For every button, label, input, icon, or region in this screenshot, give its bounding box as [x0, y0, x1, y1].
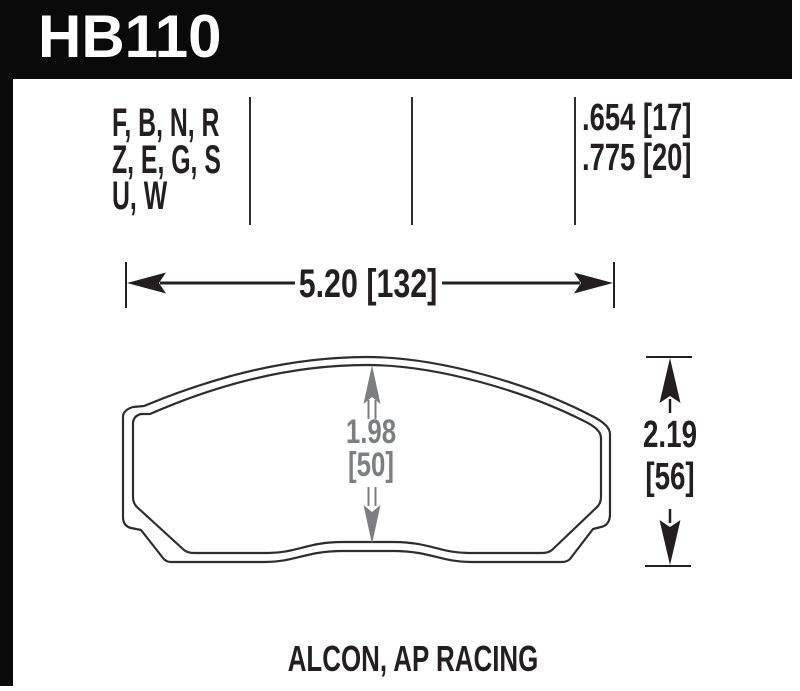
pad-thickness-value-1: .654 [17]	[582, 97, 692, 139]
height-dimension-mm: [56]	[645, 456, 695, 498]
friction-dim-down-arrowhead	[364, 505, 381, 544]
part-number: HB110	[38, 3, 222, 70]
pad-thickness-value-2: .775 [20]	[582, 137, 692, 179]
height-dim-up-arrowhead	[660, 358, 681, 403]
height-dimension-inches: 2.19	[643, 414, 697, 456]
friction-dim-up-arrowhead	[364, 365, 381, 404]
compound-codes-line-2: Z, E, G, S	[112, 137, 221, 182]
friction-height-mm: [50]	[348, 446, 394, 484]
applications-label: ALCON, AP RACING	[287, 638, 539, 679]
height-dim-down-arrowhead	[660, 520, 681, 565]
height-dimension-label	[612, 414, 729, 498]
width-dimension-label: 5.20 [132]	[298, 262, 438, 306]
friction-height-inches: 1.98	[345, 413, 397, 451]
friction-height-dimension-label	[310, 413, 432, 484]
compound-codes-line-3: U, W	[112, 174, 168, 218]
compound-codes-line-1: F, B, N, R	[112, 101, 220, 145]
